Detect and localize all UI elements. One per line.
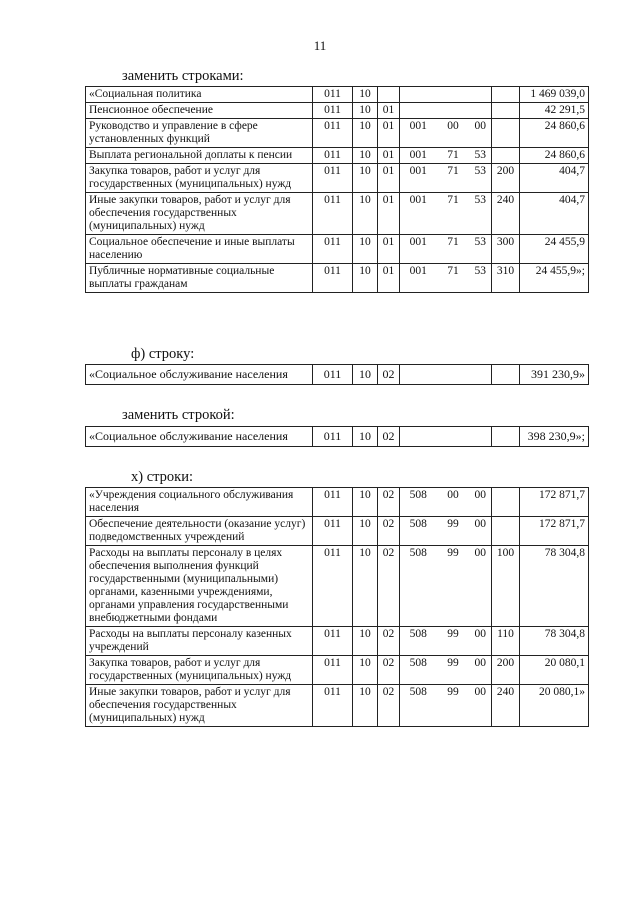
row-rz: 10	[353, 148, 378, 164]
row-vr	[492, 488, 520, 517]
row-name: Пенсионное обеспечение	[86, 103, 313, 119]
row-vr: 300	[492, 235, 520, 264]
row-pr: 01	[378, 103, 400, 119]
row-cs-subprogram: 00	[437, 488, 470, 517]
table-row	[86, 235, 589, 264]
row-cs-subprogram	[437, 103, 470, 119]
row-pr: 01	[378, 235, 400, 264]
row-cs-direction: 00	[470, 546, 492, 627]
row-vr	[492, 103, 520, 119]
row-pr	[378, 87, 400, 103]
row-rz: 10	[353, 87, 378, 103]
row-amount: 24 455,9	[520, 235, 589, 264]
row-rz: 10	[353, 235, 378, 264]
table-row	[86, 264, 589, 293]
row-cs-subprogram: 71	[437, 164, 470, 193]
row-cs-direction: 53	[470, 193, 492, 235]
row-gr: 011	[313, 164, 353, 193]
row-vr	[492, 148, 520, 164]
row-pr: 02	[378, 546, 400, 627]
section1-rows	[86, 87, 589, 293]
row-pr: 01	[378, 164, 400, 193]
row-cs-program: 508	[400, 517, 437, 546]
row-pr: 02	[378, 656, 400, 685]
row-gr: 011	[313, 103, 353, 119]
row-rz: 10	[353, 517, 378, 546]
row-cs-direction: 53	[470, 164, 492, 193]
table-row	[86, 627, 589, 656]
row-amount: 24 860,6	[520, 148, 589, 164]
row-pr: 01	[378, 193, 400, 235]
row-cs-direction: 00	[470, 685, 492, 727]
section4-heading: х) строки:	[131, 469, 193, 485]
row-vr: 310	[492, 264, 520, 293]
row-cs-program: 508	[400, 685, 437, 727]
row-cs-program: 508	[400, 656, 437, 685]
row-cs-subprogram: 71	[437, 264, 470, 293]
table-row	[86, 164, 589, 193]
row-name: «Учреждения социального обслуживания населения	[86, 488, 313, 517]
row-vr: 240	[492, 685, 520, 727]
row-cs-program: 508	[400, 627, 437, 656]
row-vr	[492, 427, 520, 447]
row-cs-program: 001	[400, 264, 437, 293]
row-vr: 110	[492, 627, 520, 656]
row-amount: 391 230,9»	[520, 365, 589, 385]
table-row	[86, 87, 589, 103]
row-cs-direction: 53	[470, 235, 492, 264]
table-row	[86, 119, 589, 148]
row-gr: 011	[313, 546, 353, 627]
section2-heading: ф) строку:	[131, 346, 195, 362]
row-amount: 78 304,8	[520, 627, 589, 656]
row-gr: 011	[313, 148, 353, 164]
row-pr: 02	[378, 627, 400, 656]
row-cs-direction: 00	[470, 627, 492, 656]
row-rz: 10	[353, 193, 378, 235]
row-cs-program: 001	[400, 235, 437, 264]
section4-rows	[86, 488, 589, 727]
row-gr: 011	[313, 235, 353, 264]
row-cs-program	[400, 103, 437, 119]
row-gr: 011	[313, 685, 353, 727]
row-name: Расходы на выплаты персоналу в целях обеспечения выполнения функций государственными (муниципальными) органами, казенными учреждениями, органами управления государственными внебюджетными фондами	[86, 546, 313, 627]
row-amount: 404,7	[520, 193, 589, 235]
row-pr: 01	[378, 119, 400, 148]
row-name: Обеспечение деятельности (оказание услуг) подведомственных учреждений	[86, 517, 313, 546]
row-gr: 011	[313, 517, 353, 546]
row-gr: 011	[313, 427, 353, 447]
row-amount: 172 871,7	[520, 517, 589, 546]
row-gr: 011	[313, 264, 353, 293]
row-pr: 01	[378, 264, 400, 293]
row-rz: 10	[353, 164, 378, 193]
row-name: Расходы на выплаты персоналу казенных учреждений	[86, 627, 313, 656]
row-name: Выплата региональной доплаты к пенсии	[86, 148, 313, 164]
row-gr: 011	[313, 193, 353, 235]
row-name: Закупка товаров, работ и услуг для государственных (муниципальных) нужд	[86, 164, 313, 193]
table-row	[86, 517, 589, 546]
row-cs-direction: 00	[470, 656, 492, 685]
row-amount: 42 291,5	[520, 103, 589, 119]
row-gr: 011	[313, 656, 353, 685]
row-amount: 78 304,8	[520, 546, 589, 627]
row-cs-program: 001	[400, 148, 437, 164]
table-row	[86, 488, 589, 517]
row-rz: 10	[353, 488, 378, 517]
table-row	[86, 546, 589, 627]
row-cs	[400, 427, 492, 447]
table-row	[86, 427, 589, 447]
row-pr: 02	[378, 685, 400, 727]
row-cs-subprogram: 99	[437, 685, 470, 727]
row-name: «Социальная политика	[86, 87, 313, 103]
row-vr: 240	[492, 193, 520, 235]
row-vr: 200	[492, 656, 520, 685]
row-rz: 10	[353, 427, 378, 447]
row-rz: 10	[353, 546, 378, 627]
table-row	[86, 103, 589, 119]
table-row	[86, 193, 589, 235]
row-cs-program: 001	[400, 119, 437, 148]
row-pr: 02	[378, 427, 400, 447]
section1-table	[85, 86, 589, 293]
row-name: Закупка товаров, работ и услуг для государственных (муниципальных) нужд	[86, 656, 313, 685]
row-amount: 404,7	[520, 164, 589, 193]
row-cs-subprogram: 71	[437, 193, 470, 235]
row-rz: 10	[353, 627, 378, 656]
row-cs-subprogram: 99	[437, 517, 470, 546]
row-cs-subprogram: 00	[437, 119, 470, 148]
row-cs-direction: 53	[470, 264, 492, 293]
row-cs-subprogram: 71	[437, 148, 470, 164]
table-row	[86, 685, 589, 727]
row-amount: 1 469 039,0	[520, 87, 589, 103]
row-gr: 011	[313, 365, 353, 385]
row-vr	[492, 119, 520, 148]
row-rz: 10	[353, 656, 378, 685]
row-cs-direction: 53	[470, 148, 492, 164]
row-name: Иные закупки товаров, работ и услуг для обеспечения государственных (муниципальных) нужд	[86, 685, 313, 727]
row-cs-subprogram: 99	[437, 546, 470, 627]
row-amount: 24 860,6	[520, 119, 589, 148]
row-name: Социальное обеспечение и иные выплаты населению	[86, 235, 313, 264]
row-name: «Социальное обслуживание населения	[86, 427, 313, 447]
section4-table	[85, 487, 589, 727]
row-cs-direction: 00	[470, 488, 492, 517]
row-amount: 20 080,1	[520, 656, 589, 685]
row-vr: 200	[492, 164, 520, 193]
row-amount: 24 455,9»;	[520, 264, 589, 293]
row-name: Публичные нормативные социальные выплаты гражданам	[86, 264, 313, 293]
row-name: Руководство и управление в сфере установленных функций	[86, 119, 313, 148]
row-rz: 10	[353, 365, 378, 385]
row-gr: 011	[313, 87, 353, 103]
row-vr	[492, 87, 520, 103]
row-rz: 10	[353, 264, 378, 293]
page-number: 11	[313, 38, 327, 53]
row-pr: 02	[378, 488, 400, 517]
section2-table	[85, 364, 589, 385]
row-cs-program	[400, 87, 437, 103]
section3-table	[85, 426, 589, 447]
section1-heading: заменить строками:	[122, 68, 244, 84]
row-amount: 172 871,7	[520, 488, 589, 517]
row-cs-program: 001	[400, 193, 437, 235]
row-pr: 02	[378, 517, 400, 546]
row-amount: 20 080,1»	[520, 685, 589, 727]
row-cs-program: 508	[400, 546, 437, 627]
row-cs-subprogram	[437, 87, 470, 103]
row-cs-subprogram: 99	[437, 656, 470, 685]
row-pr: 01	[378, 148, 400, 164]
row-rz: 10	[353, 119, 378, 148]
row-rz: 10	[353, 685, 378, 727]
row-cs-subprogram: 71	[437, 235, 470, 264]
row-gr: 011	[313, 119, 353, 148]
table-row	[86, 656, 589, 685]
row-cs-direction	[470, 87, 492, 103]
row-name: Иные закупки товаров, работ и услуг для обеспечения государственных (муниципальных) нужд	[86, 193, 313, 235]
row-name: «Социальное обслуживание населения	[86, 365, 313, 385]
table-row	[86, 148, 589, 164]
row-cs-program: 001	[400, 164, 437, 193]
row-cs	[400, 365, 492, 385]
row-cs-direction: 00	[470, 517, 492, 546]
row-amount: 398 230,9»;	[520, 427, 589, 447]
row-cs-direction: 00	[470, 119, 492, 148]
table-row	[86, 365, 589, 385]
row-cs-direction	[470, 103, 492, 119]
row-vr	[492, 517, 520, 546]
row-vr: 100	[492, 546, 520, 627]
row-pr: 02	[378, 365, 400, 385]
row-cs-subprogram: 99	[437, 627, 470, 656]
section3-heading: заменить строкой:	[122, 407, 235, 423]
row-cs-program: 508	[400, 488, 437, 517]
row-gr: 011	[313, 488, 353, 517]
row-vr	[492, 365, 520, 385]
row-rz: 10	[353, 103, 378, 119]
row-gr: 011	[313, 627, 353, 656]
